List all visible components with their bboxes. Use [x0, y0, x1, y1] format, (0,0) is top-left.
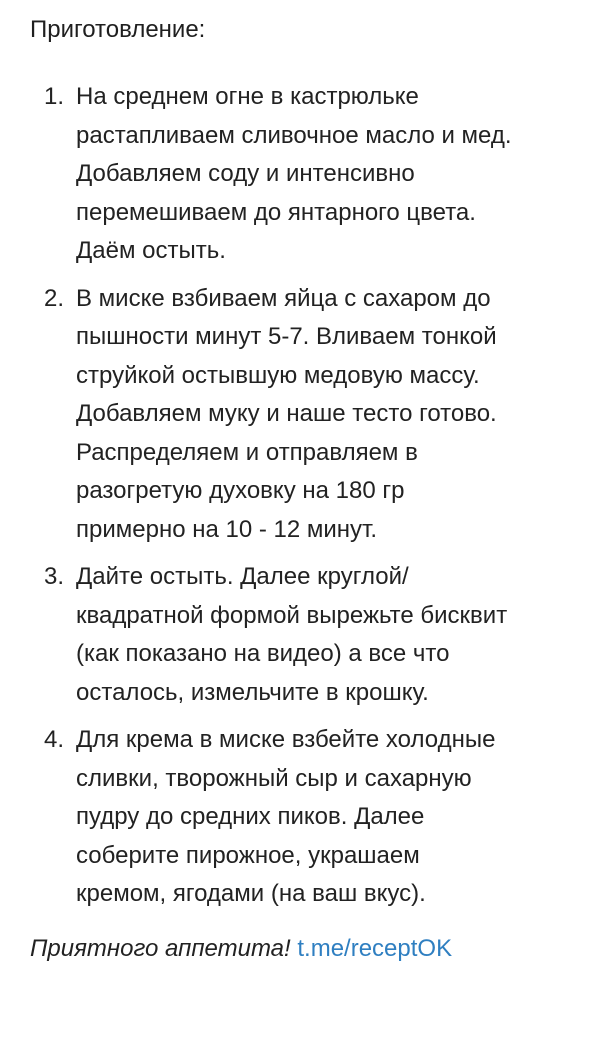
channel-link[interactable]: t.me/receptOK [297, 935, 453, 962]
step-text-line: перемешиваем до янтарного цвета. [76, 198, 476, 226]
step-text-line: Добавляем соду и интенсивно [76, 160, 415, 187]
step-text-line: струйкой остывшую медовую массу. [76, 361, 480, 389]
step-text-line: кремом, ягодами (на ваш вкус). [76, 880, 426, 907]
step-text-line: пышности минут 5-7. Вливаем тонкой [76, 323, 497, 350]
step-text-line: Дайте остыть. Далее круглой/ [76, 563, 409, 590]
step-number: 2. [44, 284, 65, 312]
step-text-line: Даём остыть. [76, 237, 226, 264]
step-text-line: На среднем огне в кастрюльке [76, 83, 419, 110]
step-text-line: растапливаем сливочное масло и мед. [76, 121, 512, 149]
step-number: 4. [44, 726, 65, 753]
closing-phrase: Приятного аппетита! [30, 935, 291, 962]
step-item [0, 558, 600, 712]
step-text-line: соберите пирожное, украшаем [76, 841, 420, 869]
step-text-line: осталось, измельчите в крошку. [76, 678, 429, 706]
step-text-line: Распределяем и отправляем в [76, 438, 418, 466]
step-number: 1. [44, 83, 65, 110]
step-text-line: (как показано на видео) а все что [76, 640, 450, 667]
step-text-line: В миске взбиваем яйца с сахаром до [76, 284, 491, 312]
preparation-heading: Приготовление: [30, 16, 206, 43]
step-item [0, 78, 600, 271]
step-text-line: квадратной формой вырежьте бисквит [76, 601, 508, 629]
step-item [0, 280, 600, 550]
step-text-line: сливки, творожный сыр и сахарную [76, 764, 472, 792]
step-number: 3. [44, 563, 65, 590]
step-text-line: Для крема в миске взбейте холодные [76, 726, 496, 753]
step-text-line: разогретую духовку на 180 гр [76, 477, 405, 504]
step-text-line: Добавляем муку и наше тесто готово. [76, 400, 497, 427]
step-text-line: пудру до средних пиков. Далее [76, 803, 425, 830]
footer-line [30, 930, 452, 968]
steps-list [0, 78, 600, 914]
step-item [0, 721, 600, 914]
step-text-line: примерно на 10 - 12 минут. [76, 515, 378, 543]
